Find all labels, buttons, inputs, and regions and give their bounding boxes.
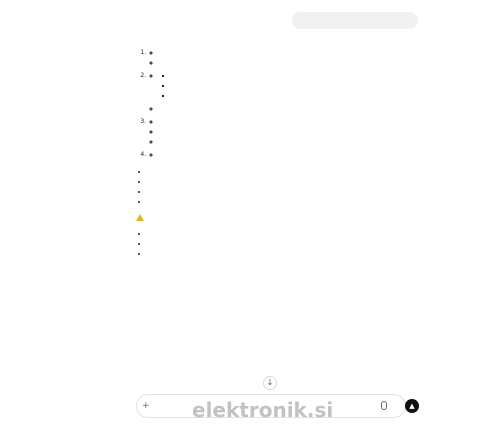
user-message-bubble	[292, 12, 418, 29]
list-item	[148, 239, 406, 248]
list-item	[160, 58, 406, 67]
list-item	[148, 71, 406, 113]
watermark: elektronik.si	[192, 398, 334, 422]
plus-icon[interactable]: +	[142, 401, 150, 411]
top-bar	[0, 0, 500, 10]
section-heading-4	[136, 214, 406, 223]
condition-list	[136, 167, 406, 206]
list-item	[160, 117, 406, 126]
send-button[interactable]	[405, 399, 419, 413]
list-item	[148, 150, 406, 159]
list-item	[148, 48, 406, 67]
list-item	[172, 71, 406, 80]
list-item	[172, 81, 406, 90]
scroll-to-bottom-button[interactable]	[263, 376, 277, 390]
list-item	[148, 117, 406, 146]
warning-list	[136, 229, 406, 258]
list-item	[160, 71, 406, 100]
list-item	[148, 197, 406, 206]
list-item	[148, 187, 406, 196]
list-item	[160, 48, 406, 57]
list-item	[160, 150, 406, 159]
list-item	[160, 137, 406, 146]
assistant-response	[136, 40, 406, 266]
message-input[interactable]	[153, 401, 363, 411]
problem-list	[136, 48, 406, 159]
list-item	[148, 167, 406, 176]
list-item	[148, 249, 406, 258]
send-icon: ▲	[409, 402, 415, 410]
arrow-down-icon: ↓	[266, 378, 274, 387]
mic-icon[interactable]	[381, 401, 387, 410]
list-item	[160, 104, 406, 113]
warning-icon	[136, 214, 144, 221]
list-item	[160, 127, 406, 136]
list-item	[148, 177, 406, 186]
message-composer	[136, 394, 415, 418]
list-item	[148, 229, 406, 238]
list-item	[172, 91, 406, 100]
